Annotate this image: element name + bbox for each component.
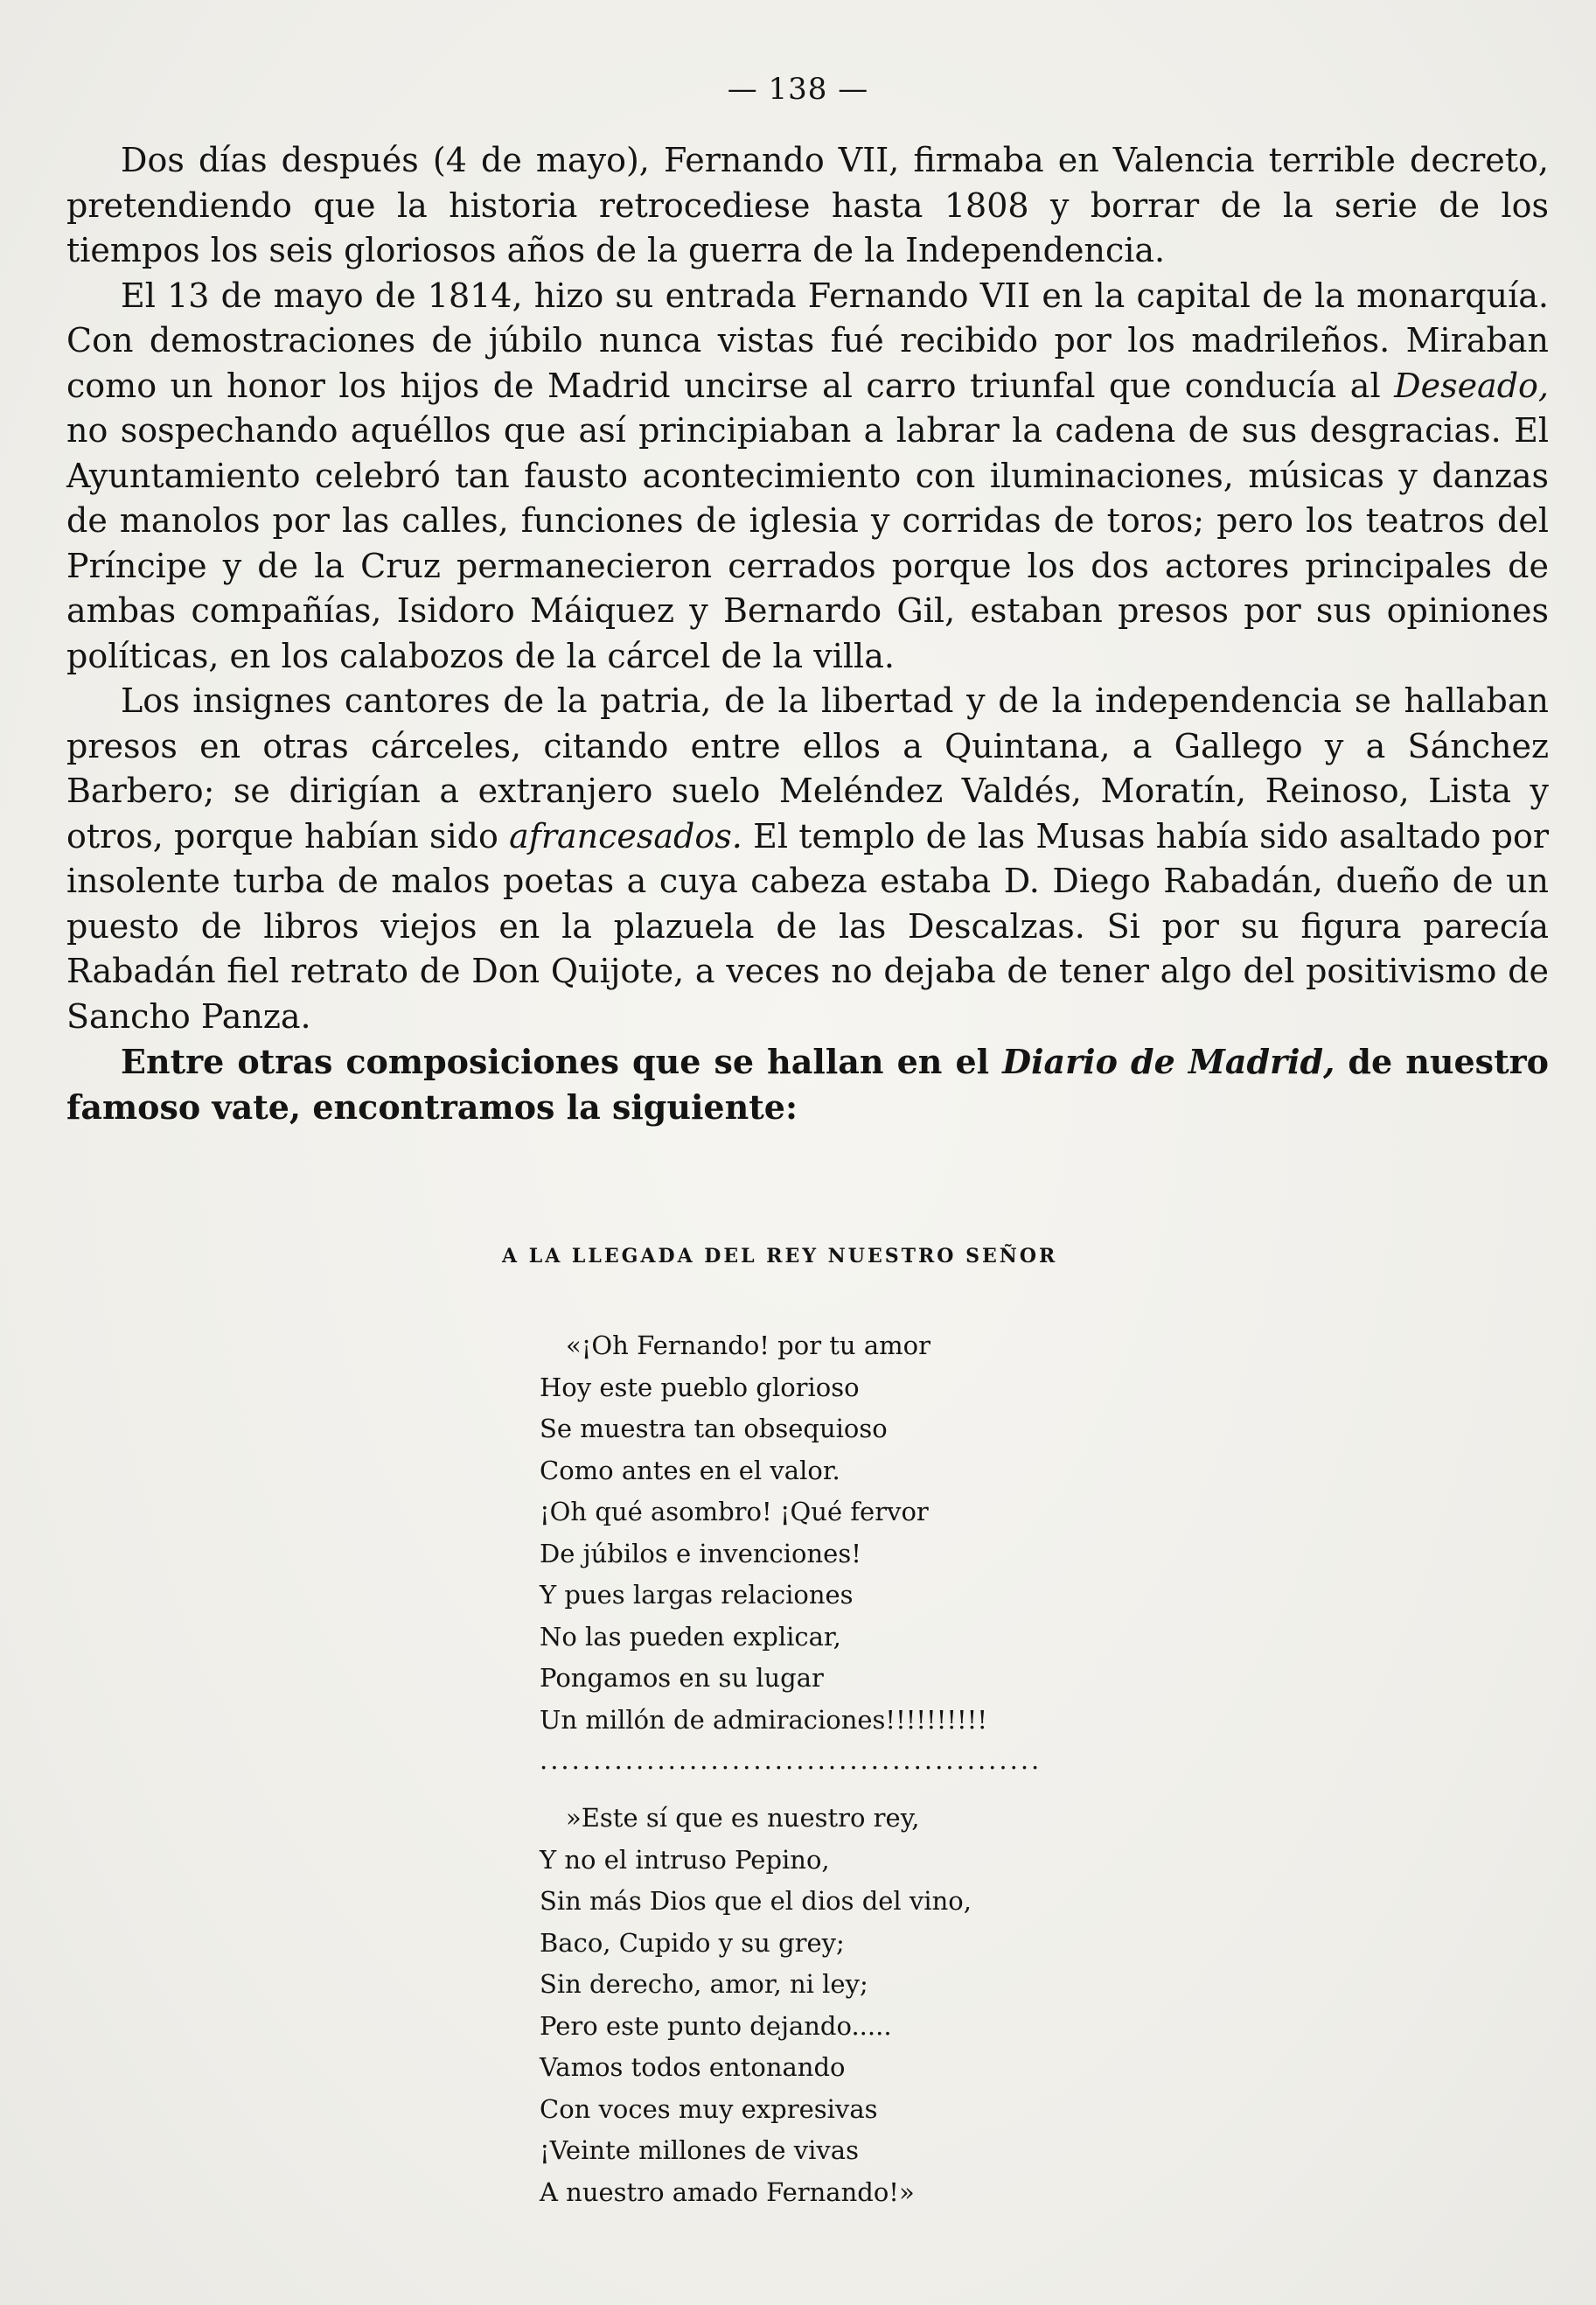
poem-title: A LA LLEGADA DEL REY NUESTRO SEÑOR xyxy=(502,1245,1058,1268)
paragraph-4-italic: Diario de Madrid, xyxy=(1002,1042,1335,1081)
poem-line: Un millón de admiraciones!!!!!!!!!! xyxy=(540,1704,987,1735)
poem-line: Con voces muy expresivas xyxy=(540,2093,878,2124)
poem-line: No las pueden explicar, xyxy=(540,1621,841,1652)
poem-line: Como antes en el valor. xyxy=(540,1455,840,1485)
poem-line: Baco, Cupido y su grey; xyxy=(540,1927,845,1958)
paragraph-3 xyxy=(66,679,1549,1039)
paragraph-2-text-b: no sospechando aquéllos que así principiaban a labrar la cadena de sus desgracias. El Ayuntamiento celebró tan fausto acontecimiento con iluminaciones, músicas y danzas de manolos por las calles, funciones de iglesia y corridas de toros; pero los teatros del Príncipe y de la Cruz permanecieron cerrados porque los dos actores principales de ambas compañías, Isidoro Máiquez y Bernardo Gil, estaban presos por sus opiniones políticas, en los calabozos de la cárcel de la villa. xyxy=(66,411,1549,675)
poem-stanza-2 xyxy=(540,1798,1239,2213)
poem-line: Sin más Dios que el dios del vino, xyxy=(540,1886,972,1916)
poem-line: Y no el intruso Pepino, xyxy=(540,1844,830,1875)
poem-stanza-1 xyxy=(540,1325,1239,1741)
poem-line: «¡Oh Fernando! por tu amor xyxy=(566,1331,930,1360)
poem-line: Pongamos en su lugar xyxy=(540,1663,824,1693)
poem-line: Y pues largas relaciones xyxy=(540,1580,854,1610)
poem-line: Sin derecho, amor, ni ley; xyxy=(540,1969,868,1999)
paragraph-3-italic: afrancesados. xyxy=(509,816,742,856)
paragraph-4-text-b: de nuestro famoso vate, encontramos la siguiente: xyxy=(66,1042,1549,1127)
paragraph-1-text: Dos días después (4 de mayo), Fernando VII, firmaba en Valencia terrible decreto, pretendiendo que la historia retrocediese hasta 1808 y borrar de la serie de los tiempos los seis gloriosos años de la guerra de la Independencia. xyxy=(66,141,1549,269)
paragraph-4-text-a: Entre otras composiciones que se hallan en el xyxy=(121,1042,1003,1081)
prose-body xyxy=(66,138,1549,1129)
poem-line: Vamos todos entonando xyxy=(540,2052,846,2082)
poem-line: Se muestra tan obsequioso xyxy=(540,1414,888,1443)
poem-line: De júbilos e invenciones! xyxy=(540,1538,861,1568)
poem-line: ¡Oh qué asombro! ¡Qué fervor xyxy=(540,1497,929,1526)
poem-line: ¡Veinte millones de vivas xyxy=(540,2135,859,2165)
paragraph-2-italic: Deseado, xyxy=(1394,366,1549,405)
paragraph-3-text-b: El templo de las Musas había sido asaltado por insolente turba de malos poetas a cuya cabeza estaba D. Diego Rabadán, dueño de un puesto de libros viejos en la plazuela de las Descalzas. Si por su figura parecía Rabadán fiel retrato de Don Quijote, a veces no dejaba de tener algo del positivismo de Sancho Panza. xyxy=(66,816,1550,1036)
poem-line: Hoy este pueblo glorioso xyxy=(540,1372,860,1402)
poem-separator: ............................................... xyxy=(540,1745,1042,1775)
paragraph-3-text-a: Los insignes cantores de la patria, de la libertad y de la independencia se hallaban presos en otras cárceles, citando entre ellos a Quintana, a Gallego y a Sánchez Barbero; se dirigían a extranjero suelo Meléndez Valdés, Moratín, Reinoso, Lista y otros, porque habían sido xyxy=(66,681,1549,856)
paragraph-1 xyxy=(66,138,1549,274)
page-number: — 138 — xyxy=(727,72,869,107)
poem-line: A nuestro amado Fernando!» xyxy=(540,2176,915,2207)
poem-line: »Este sí que es nuestro rey, xyxy=(566,1803,920,1833)
paragraph-4 xyxy=(66,1039,1549,1129)
paragraph-2 xyxy=(66,274,1549,680)
poem-line: Pero este punto dejando..... xyxy=(540,2010,892,2041)
paragraph-2-text-a: El 13 de mayo de 1814, hizo su entrada Fernando VII en la capital de la monarquía. Con demostraciones de júbilo nunca vistas fué recibido por los madrileños. Miraban como un honor los hijos de Madrid uncirse al carro triunfal que conducía al xyxy=(66,276,1549,405)
